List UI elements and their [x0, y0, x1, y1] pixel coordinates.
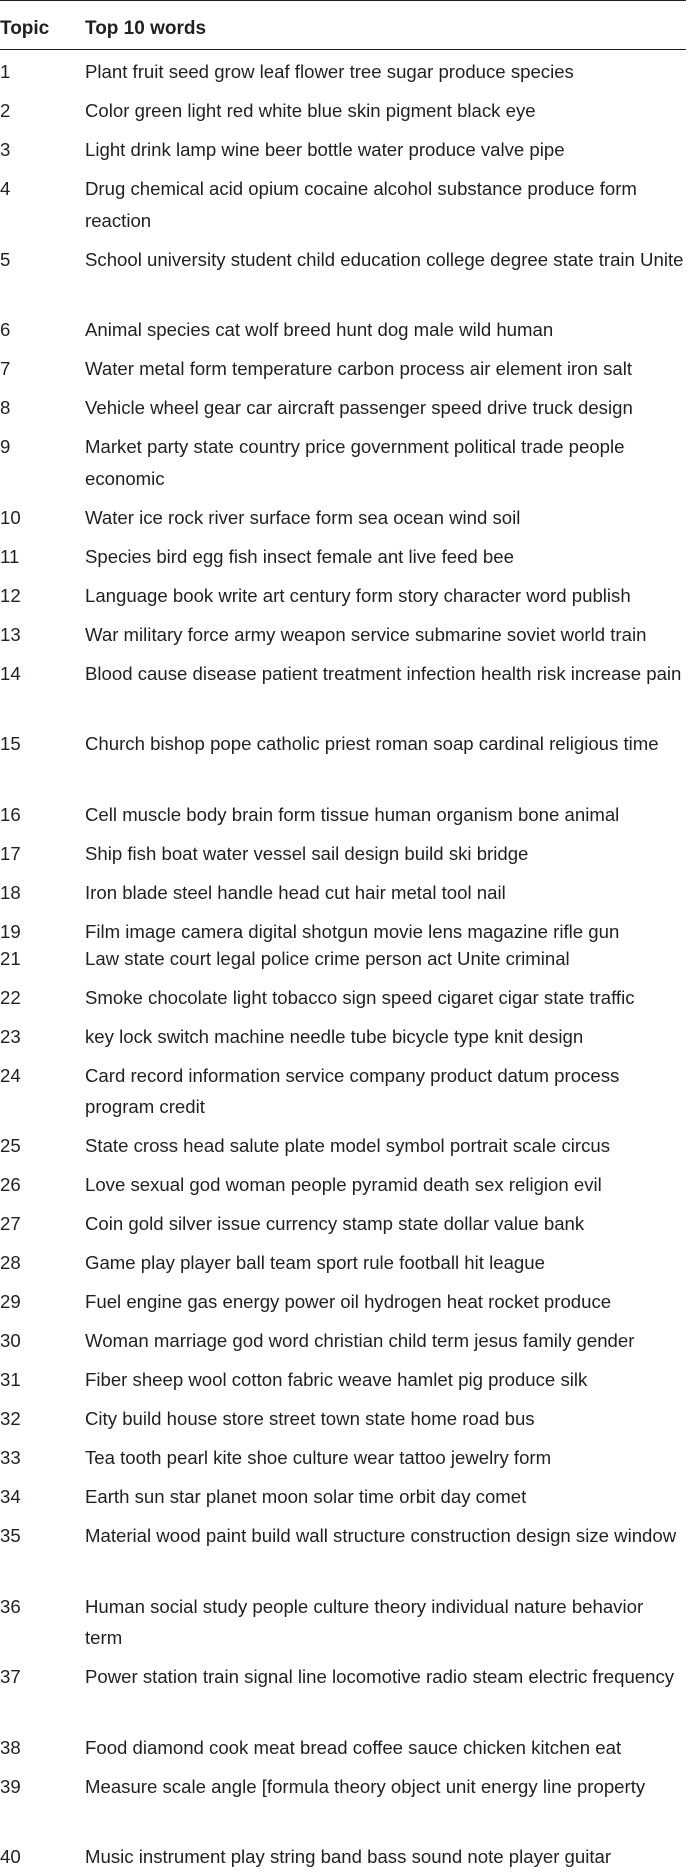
topic-number: 34	[0, 1486, 21, 1507]
topic-words: Blood cause disease patient treatment infection health risk increase pain	[85, 662, 682, 684]
topic-words: Love sexual god woman people pyramid death sex religion evil	[85, 1174, 602, 1195]
topic-number: 38	[0, 1736, 21, 1758]
topic-words: Drug chemical acid opium cocaine alcohol substance produce form reaction	[85, 178, 637, 231]
topic-words: Market party state country price government political trade people economic	[85, 436, 625, 489]
topic-words: Plant fruit seed grow leaf flower tree sugar produce species	[85, 61, 574, 82]
topic-words: Cell muscle body brain form tissue human organism bone animal	[85, 803, 620, 825]
topic-words: Card record information service company product datum process program credit	[85, 1064, 620, 1117]
topic-number: 1	[0, 61, 11, 82]
topic-number: 24	[0, 1064, 21, 1086]
topic-words: Language book write art century form story character word publish	[85, 584, 631, 606]
topic-number: 21	[0, 947, 21, 969]
topic-number: 23	[0, 1025, 21, 1047]
topic-words: City build house store street town state home road bus	[85, 1408, 535, 1429]
topic-words: War military force army weapon service submarine soviet world train	[85, 623, 647, 645]
topic-words: Film image camera digital shotgun movie lens magazine rifle gun	[85, 920, 620, 942]
topic-words: School university student child education college degree state train Unite	[85, 248, 684, 270]
top-rule	[0, 0, 686, 1]
topic-number: 16	[0, 803, 21, 825]
topic-number: 8	[0, 397, 11, 418]
topic-number: 27	[0, 1213, 21, 1234]
topic-number: 3	[0, 139, 11, 160]
topic-number: 25	[0, 1135, 21, 1156]
topic-words: Vehicle wheel gear car aircraft passenger speed drive truck design	[85, 397, 633, 418]
topic-words: Food diamond cook meat bread coffee sauce chicken kitchen eat	[85, 1736, 622, 1758]
topic-words: Water metal form temperature carbon process air element iron salt	[85, 358, 633, 379]
topic-number: 6	[0, 319, 11, 340]
topic-words: Game play player ball team sport rule football hit league	[85, 1252, 545, 1273]
topic-words: Light drink lamp wine beer bottle water produce valve pipe	[85, 139, 565, 160]
topic-number: 17	[0, 842, 21, 864]
topic-words: Species bird egg fish insect female ant live feed bee	[85, 545, 514, 567]
topic-number: 40	[0, 1846, 21, 1867]
topic-words: Law state court legal police crime person act Unite criminal	[85, 947, 570, 969]
topic-number: 29	[0, 1291, 21, 1312]
topic-words: Animal species cat wolf breed hunt dog male wild human	[85, 319, 554, 340]
topic-words: key lock switch machine needle tube bicycle type knit design	[85, 1025, 584, 1047]
topic-number: 4	[0, 178, 11, 199]
header-top-words: Top 10 words	[85, 18, 207, 39]
topic-words: Measure scale angle [formula theory object unit energy line property	[85, 1775, 646, 1797]
topic-number: 28	[0, 1252, 21, 1273]
topic-words: Human social study people culture theory individual nature behavior term	[85, 1595, 644, 1648]
topic-number: 26	[0, 1174, 21, 1195]
topic-number: 5	[0, 248, 11, 270]
topic-number: 39	[0, 1775, 21, 1797]
topic-number: 32	[0, 1408, 21, 1429]
topic-number: 15	[0, 733, 21, 754]
topic-words: Iron blade steel handle head cut hair metal tool nail	[85, 881, 506, 903]
topic-number: 9	[0, 436, 11, 457]
topic-words: State cross head salute plate model symbol portrait scale circus	[85, 1135, 611, 1156]
topic-words: Music instrument play string band bass sound note player guitar	[85, 1846, 612, 1867]
topic-words: Fiber sheep wool cotton fabric weave hamlet pig produce silk	[85, 1369, 588, 1390]
topic-words: Power station train signal line locomotive radio steam electric frequency	[85, 1666, 675, 1687]
topic-number: 18	[0, 881, 21, 903]
topic-number: 30	[0, 1330, 21, 1351]
table-header	[0, 10, 686, 40]
topic-words: Coin gold silver issue currency stamp state dollar value bank	[85, 1213, 585, 1234]
topic-number: 36	[0, 1595, 21, 1617]
topic-words: Woman marriage god word christian child term jesus family gender	[85, 1330, 635, 1351]
topic-number: 12	[0, 584, 21, 606]
topic-number: 11	[0, 545, 20, 567]
topic-number: 14	[0, 662, 21, 684]
topic-number: 2	[0, 100, 11, 121]
topic-number: 10	[0, 506, 21, 528]
header-topic: Topic	[0, 18, 50, 39]
topic-words: Material wood paint build wall structure construction design size window	[85, 1525, 677, 1546]
topic-number: 31	[0, 1369, 21, 1390]
topic-number: 19	[0, 920, 21, 942]
topic-words: Ship fish boat water vessel sail design build ski bridge	[85, 842, 529, 864]
topic-words: Church bishop pope catholic priest roman soap cardinal religious time	[85, 733, 659, 754]
topic-words: Smoke chocolate light tobacco sign speed cigaret cigar state traffic	[85, 986, 635, 1008]
topic-words: Tea tooth pearl kite shoe culture wear tattoo jewelry form	[85, 1447, 552, 1468]
topic-words: Earth sun star planet moon solar time orbit day comet	[85, 1486, 527, 1507]
topic-words: Fuel engine gas energy power oil hydrogen heat rocket produce	[85, 1291, 612, 1312]
header-rule	[0, 49, 686, 50]
topic-number: 33	[0, 1447, 21, 1468]
topic-number: 35	[0, 1525, 21, 1546]
topic-number: 22	[0, 986, 21, 1008]
topic-number: 37	[0, 1666, 21, 1687]
topic-number: 13	[0, 623, 21, 645]
topic-words: Color green light red white blue skin pigment black eye	[85, 100, 536, 121]
topic-words: Water ice rock river surface form sea ocean wind soil	[85, 506, 521, 528]
topic-number: 7	[0, 358, 11, 379]
